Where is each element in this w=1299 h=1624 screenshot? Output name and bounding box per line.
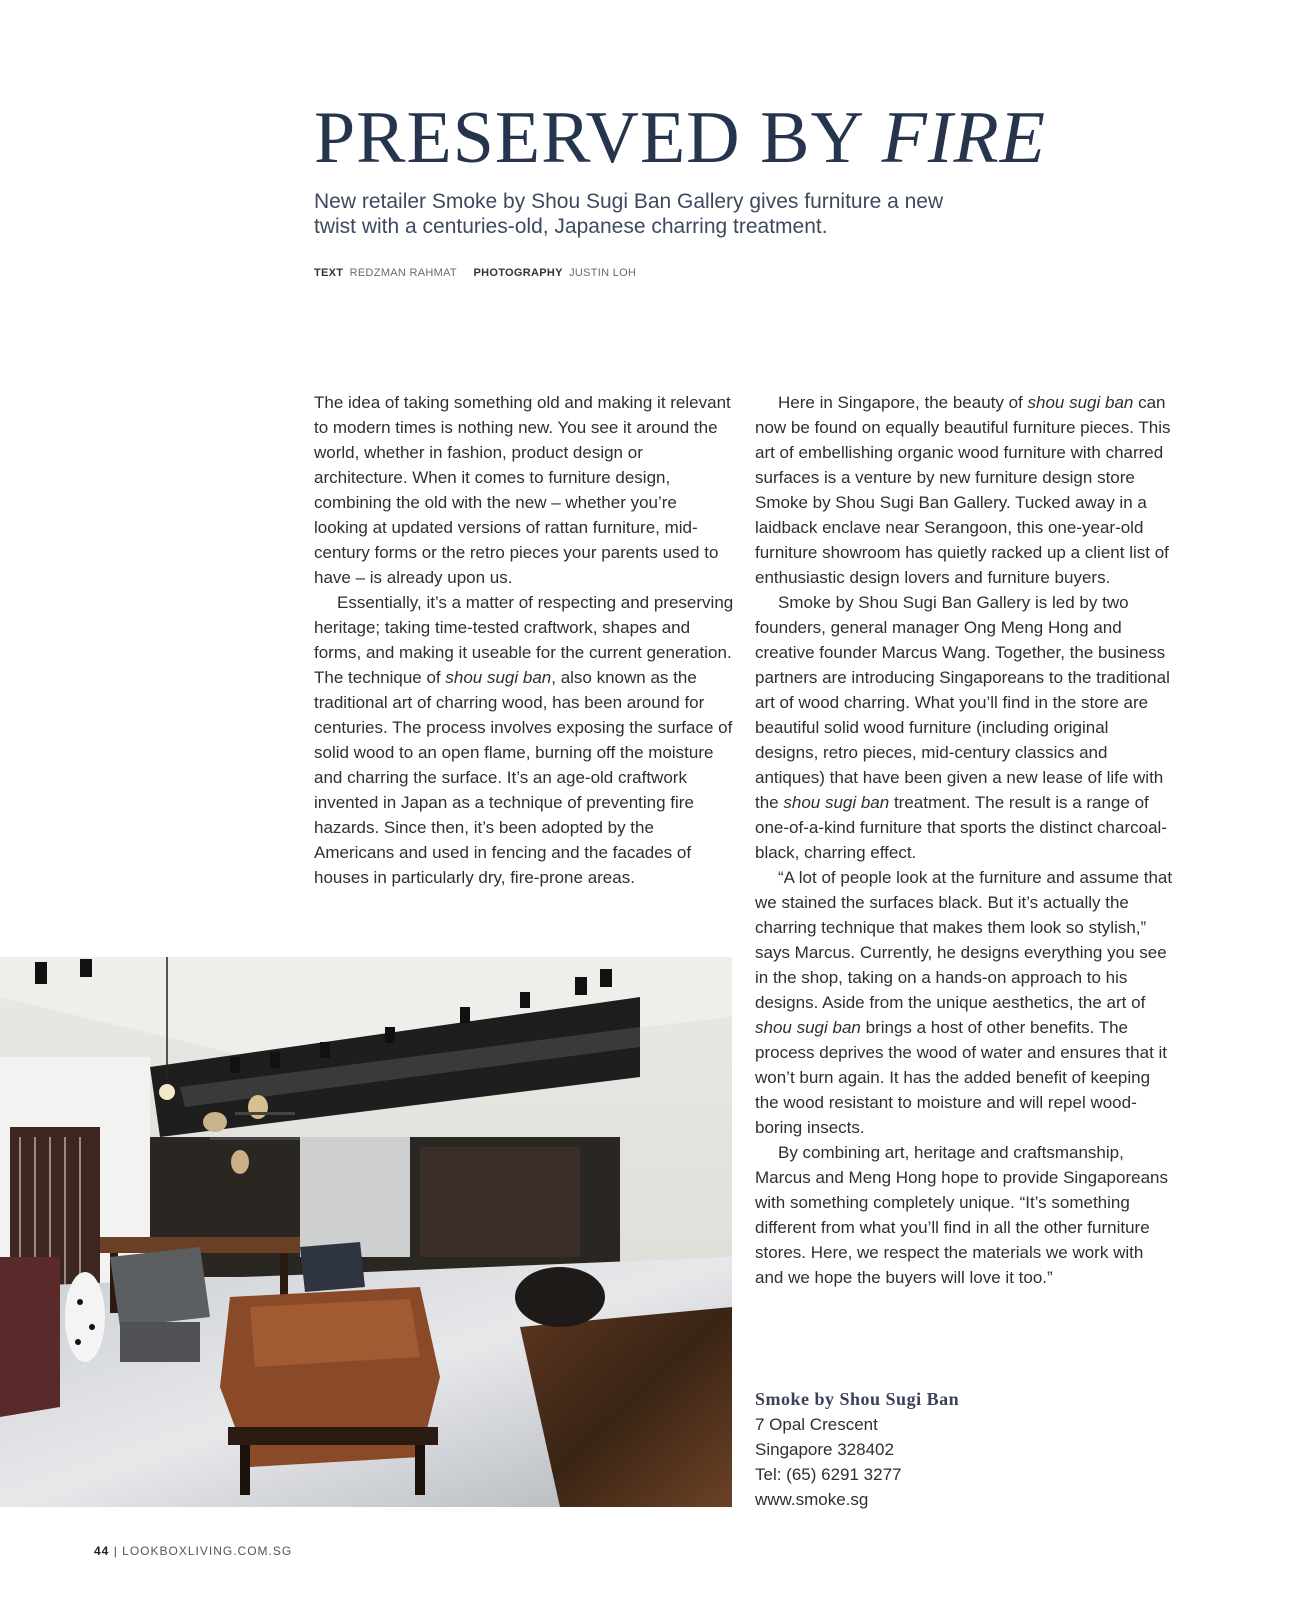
body-column-left: [314, 390, 734, 890]
paragraph: Essentially, it’s a matter of respecting and preserving heritage; taking time-tested craftwork, shapes and forms, and making it useable for the current generation. The technique of shou sugi ban, also known as the traditional art of charring wood, has been around for centuries. The process involves exposing the surface of solid wood to an open flame, burning off the moisture and charring the surface. It’s an age-old craftwork invented in Japan as a technique of preventing fire hazards. Since then, it’s been adopted by the Americans and used in fencing and the facades of houses in particularly dry, fire-prone areas.: [314, 593, 734, 887]
store-name: Smoke by Shou Sugi Ban: [755, 1389, 960, 1409]
store-phone: Tel: (65) 6291 3277: [755, 1465, 902, 1484]
page-number: 44: [94, 1544, 110, 1558]
paragraph: “A lot of people look at the furniture and assume that we stained the surfaces black. But it’s actually the charring technique that makes them look so stylish,” says Marcus. Currently, he designs everything you see in the shop, taking on a hands-on approach to his designs. Aside from the unique aesthetics, the art of shou sugi ban brings a host of other benefits. The process deprives the wood of water and ensures that it won’t burn again. It has the added benefit of keeping the wood resistant to moisture and will repel wood-boring insects.: [755, 868, 1173, 1137]
headline-italic: FIRE: [881, 97, 1046, 179]
body-column-right: [755, 390, 1175, 1290]
footer-separator: |: [109, 1544, 123, 1558]
headline-main: PRESERVED BY: [314, 97, 882, 179]
paragraph: The idea of taking something old and making it relevant to modern times is nothing new. You see it around the world, whether in fashion, product design or architecture. When it comes to furniture design, combining the old with the new – whether you’re looking at updated versions of rattan furniture, mid-century forms or the retro pieces your parents used to have – is already upon us.: [314, 393, 731, 587]
paragraph: By combining art, heritage and craftsmanship, Marcus and Meng Hong hope to provide Singaporeans with something completely unique. “It’s something different from what you’ll find in all the other furniture stores. Here, we respect the materials we work with and we hope the buyers will love it too.”: [755, 1143, 1168, 1287]
headline: [314, 95, 1046, 181]
paragraph: Smoke by Shou Sugi Ban Gallery is led by two founders, general manager Ong Meng Hong and creative founder Marcus Wang. Together, the business partners are introducing Singaporeans to the traditional art of wood charring. What you’ll find in the store are beautiful solid wood furniture (including original designs, retro pieces, mid-century classics and antiques) that have been given a new lease of life with the shou sugi ban treatment. The result is a range of one-of-a-kind furniture that sports the distinct charcoal-black, charring effect.: [755, 593, 1170, 862]
store-website[interactable]: www.smoke.sg: [755, 1490, 869, 1509]
credit-text-name: REDZMAN RAHMAT: [349, 267, 457, 279]
footer-site[interactable]: LOOKBOXLIVING.COM.SG: [122, 1544, 293, 1558]
byline: [314, 267, 636, 279]
credit-photo-label: PHOTOGRAPHY: [473, 267, 563, 279]
store-info: [755, 1387, 959, 1512]
credit-text-label: TEXT: [314, 267, 344, 279]
credit-photo-name: JUSTIN LOH: [569, 267, 637, 279]
store-city: Singapore 328402: [755, 1440, 894, 1459]
page-footer: [94, 1544, 292, 1558]
paragraph: Here in Singapore, the beauty of shou sugi ban can now be found on equally beautiful furniture pieces. This art of embellishing organic wood furniture with charred surfaces is a venture by new furniture design store Smoke by Shou Sugi Ban Gallery. Tucked away in a laidback enclave near Serangoon, this one-year-old furniture showroom has quietly racked up a client list of enthusiastic design lovers and furniture buyers.: [755, 393, 1171, 587]
standfirst: New retailer Smoke by Shou Sugi Ban Gallery gives furniture a new twist with a centuries-old, Japanese charring treatment.: [314, 190, 944, 238]
showroom-photo: [0, 957, 732, 1507]
store-street: 7 Opal Crescent: [755, 1415, 878, 1434]
